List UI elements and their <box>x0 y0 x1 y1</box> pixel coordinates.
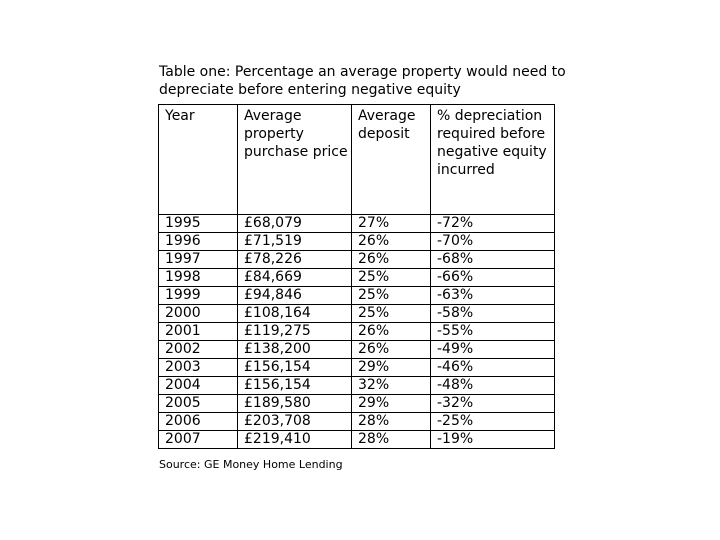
table-row <box>159 215 555 233</box>
depreciation-cell: -55% <box>431 323 555 341</box>
deposit-cell: 28% <box>352 413 431 431</box>
year-cell: 1996 <box>159 233 238 251</box>
source-note: Source: GE Money Home Lending <box>159 458 343 471</box>
price-cell: £78,226 <box>238 251 352 269</box>
table-row <box>159 323 555 341</box>
deposit-cell: 25% <box>352 287 431 305</box>
table-body <box>159 215 555 449</box>
table-row <box>159 251 555 269</box>
header-purchase-price: Average property purchase price <box>238 105 352 215</box>
deposit-cell: 32% <box>352 377 431 395</box>
price-cell: £71,519 <box>238 233 352 251</box>
header-depreciation: % depreciation required before negative equity incurred <box>431 105 555 215</box>
year-cell: 2002 <box>159 341 238 359</box>
year-cell: 1999 <box>159 287 238 305</box>
depreciation-cell: -58% <box>431 305 555 323</box>
year-cell: 2004 <box>159 377 238 395</box>
price-cell: £138,200 <box>238 341 352 359</box>
header-deposit: Average deposit <box>352 105 431 215</box>
deposit-cell: 26% <box>352 251 431 269</box>
price-cell: £84,669 <box>238 269 352 287</box>
table-row <box>159 305 555 323</box>
depreciation-cell: -63% <box>431 287 555 305</box>
table-row <box>159 269 555 287</box>
depreciation-cell: -48% <box>431 377 555 395</box>
year-cell: 2007 <box>159 431 238 449</box>
deposit-cell: 29% <box>352 359 431 377</box>
deposit-cell: 29% <box>352 395 431 413</box>
deposit-cell: 28% <box>352 431 431 449</box>
table-row <box>159 287 555 305</box>
depreciation-cell: -19% <box>431 431 555 449</box>
table-row <box>159 359 555 377</box>
year-cell: 1997 <box>159 251 238 269</box>
depreciation-cell: -32% <box>431 395 555 413</box>
table-row <box>159 413 555 431</box>
price-cell: £68,079 <box>238 215 352 233</box>
deposit-cell: 26% <box>352 323 431 341</box>
header-year: Year <box>159 105 238 215</box>
table-row <box>159 233 555 251</box>
table-row <box>159 431 555 449</box>
table-row <box>159 377 555 395</box>
year-cell: 2005 <box>159 395 238 413</box>
data-table <box>158 104 555 449</box>
header-row <box>159 105 555 215</box>
year-cell: 1998 <box>159 269 238 287</box>
depreciation-cell: -72% <box>431 215 555 233</box>
table-row <box>159 395 555 413</box>
deposit-cell: 26% <box>352 233 431 251</box>
deposit-cell: 25% <box>352 305 431 323</box>
table-title: Table one: Percentage an average property would need to depreciate before entering negative equity <box>159 64 566 98</box>
depreciation-cell: -66% <box>431 269 555 287</box>
depreciation-cell: -25% <box>431 413 555 431</box>
depreciation-cell: -70% <box>431 233 555 251</box>
depreciation-cell: -49% <box>431 341 555 359</box>
depreciation-cell: -68% <box>431 251 555 269</box>
year-cell: 2000 <box>159 305 238 323</box>
year-cell: 2003 <box>159 359 238 377</box>
price-cell: £119,275 <box>238 323 352 341</box>
price-cell: £189,580 <box>238 395 352 413</box>
year-cell: 2006 <box>159 413 238 431</box>
price-cell: £108,164 <box>238 305 352 323</box>
deposit-cell: 26% <box>352 341 431 359</box>
price-cell: £156,154 <box>238 359 352 377</box>
year-cell: 1995 <box>159 215 238 233</box>
price-cell: £94,846 <box>238 287 352 305</box>
deposit-cell: 25% <box>352 269 431 287</box>
price-cell: £203,708 <box>238 413 352 431</box>
price-cell: £156,154 <box>238 377 352 395</box>
price-cell: £219,410 <box>238 431 352 449</box>
year-cell: 2001 <box>159 323 238 341</box>
deposit-cell: 27% <box>352 215 431 233</box>
table-row <box>159 341 555 359</box>
depreciation-cell: -46% <box>431 359 555 377</box>
